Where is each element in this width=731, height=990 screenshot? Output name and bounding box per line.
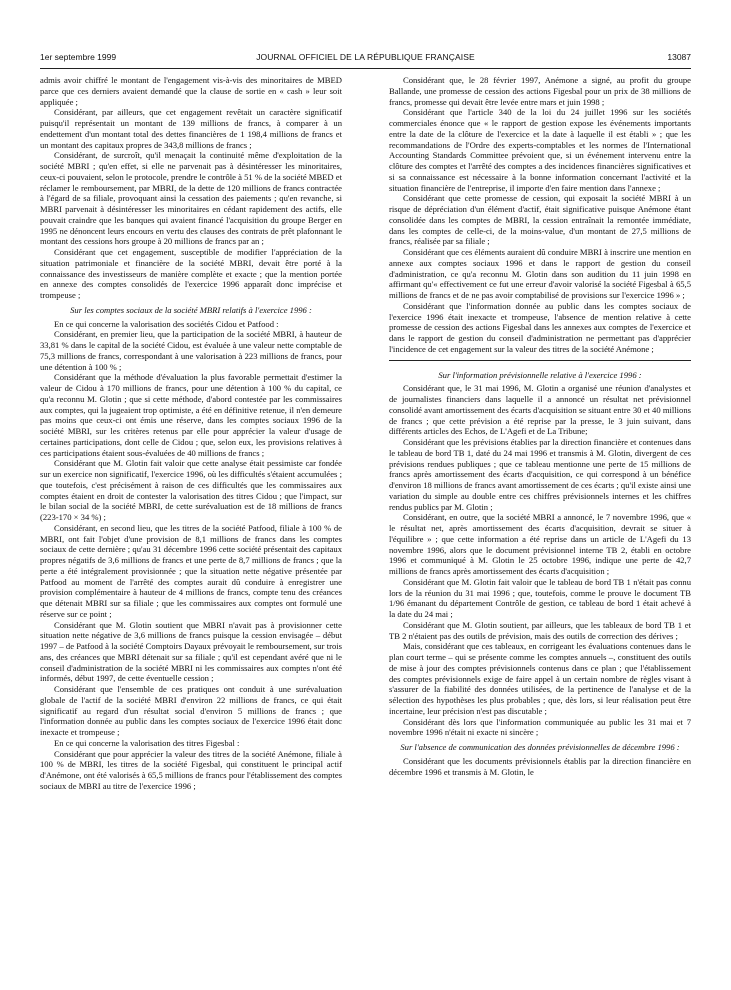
paragraph: Considérant que l'information donnée au public dans les comptes sociaux de l'exercice 1996 était inexacte et trompeuse, l'absence de mention relative à cette promesse de cession des actions Figesbal dans les annexes aux comptes de l'exercice et dans le rapport de gestion du conseil d'administration ne permettant pas d'apprécier l'incidence de cet engagement sur la valeur des titres de la société Anémone ; <box>389 300 691 354</box>
paragraph: Considérant que l'article 340 de la loi du 24 juillet 1996 sur les sociétés commerciales énonce que « le rapport de gestion expose les événements importants entre la date de la clôture de l'exercice et la date à laquelle il est établi » ; que les recommandations de l'Ordre des experts-comptables et les normes de l'International Accounting Standards Committee prévoient que, si un événement intervenu entre la clôture des comptes et l'arrêté des comptes a des incidences financières significatives et si sa connaissance est nécessaire à la bonne information concernant l'activité et la situation financière de l'entreprise, il importe d'en faire mention dans l'annexe ; <box>389 107 691 193</box>
paragraph: Considérant que pour apprécier la valeur des titres de la société Anémone, filiale à 100 % de MBRI, les titres de la société Figesbal, qui constituent le principal actif d'Anémone, ont été valorisés à 65,5 millions de francs pour l'établissement des comptes sociaux de MBRI au titre de l'exercice 1996 ; <box>40 748 342 791</box>
issue-date: 1er septembre 1999 <box>40 52 117 62</box>
left-column <box>40 75 342 987</box>
paragraph: Considérant que la méthode d'évaluation la plus favorable permettait d'estimer la valeur de Cidou à 170 millions de francs, pour une détention à 100 % du capital, ce qu'a reconnu M. Glotin ; que si cette méthode, d'abord contestée par les commissaires aux comptes, qui la jugeaient trop optimiste, a été en définitive retenue, il n'en demeure pas moins que ceux-ci ont émis une réserve, dans les comptes sociaux 1996 de la société MBRI, sur les critères retenus par elle pour apprécier la valeur d'usage de certaines participations, dont celle de Cidou ; que, selon eux, les provisions relatives à ces participations étaient sous-évaluées de 40 millions de francs ; <box>40 372 342 458</box>
page-header <box>40 52 691 66</box>
journal-title: JOURNAL OFFICIEL DE LA RÉPUBLIQUE FRANÇAISE <box>256 52 475 62</box>
paragraph: Considérant dès lors que l'information communiquée au public les 31 mai et 7 novembre 1996 n'était ni exacte ni sincère ; <box>389 716 691 738</box>
paragraph: Considérant, en outre, que la société MBRI a annoncé, le 7 novembre 1996, que « le résultat net, après amortissement des écarts d'acquisition, devrait se situer à l'équilibre » ; que cette information a été reprise dans un article de L'Agefi du 13 novembre 1996, alors que le document prévisionnel interne TB 2, établi en octobre 1996 et communiqué à M. Glotin le 25 octobre 1996, indique une perte de 42,7 millions de francs après amortissement des écarts d'acquisition ; <box>389 512 691 576</box>
section-heading: Sur les comptes sociaux de la société MBRI relatifs à l'exercice 1996 : <box>70 304 312 315</box>
paragraph: Considérant que cet engagement, susceptible de modifier l'appréciation de la situation patrimoniale et financière de la société MBRI, devait être porté à la connaissance des investisseurs de manière complète et exacte ; que la mention portée en annexe des comptes consolidés de l'exercice 1996 apparaît donc imprécise et trompeuse ; <box>40 247 342 300</box>
paragraph: Considérant que les documents prévisionnels établis par la direction financière en décembre 1996 et transmis à M. Glotin, le <box>389 755 691 777</box>
paragraph: Considérant que les prévisions établies par la direction financière et contenues dans le tableau de bord TB 1, daté du 24 mai 1996 et transmis à M. Glotin, divergent de ces prévisions rendues publiques ; que ce tableau mentionne une perte de 15 millions de francs après amortissement des écarts d'acquisition, ce qui correspond à un bénéfice d'environ 18 millions de francs avant amortissement de ces écarts ; qu'il existe ainsi une variation du simple au double entre ces chiffres prévisionnels internes et les chiffres rendus publics par M. Glotin ; <box>389 437 691 512</box>
right-column <box>389 75 691 987</box>
paragraph: Considérant, en premier lieu, que la participation de la société MBRI, à hauteur de 33,81 % dans le capital de la société Cidou, est évaluée à une valeur nette comptable de 75,3 millions de francs, correspondant à une valorisation à 223 millions de francs, pour une détention à 100 % ; <box>40 329 342 372</box>
paragraph: Mais, considérant que ces tableaux, en corrigeant les évaluations contenues dans le plan court terme – qui se présente comme les comptes annuels –, constituent des outils de mise à jour des comptes prévisionnels contenus dans ce plan ; que l'établissement des comptes prévisionnels exige de faire appel à un certain nombre de règles visant à s'assurer de la fiabilité des données utilisées, de la pertinence de l'analyse et de la sélection des hypothèses les plus probables ; que, dès lors, si leur réalisation peut être incertaine, leur précision n'est pas discutable ; <box>389 641 691 716</box>
paragraph: admis avoir chiffré le montant de l'engagement vis-à-vis des minoritaires de MBED parce que ces derniers avaient demandé que la clause de sortie en « cash » leur soit appliquée ; <box>40 75 342 107</box>
paragraph: Considérant que, le 31 mai 1996, M. Glotin a organisé une réunion d'analystes et de journalistes financiers dans laquelle il a annoncé un résultat net prévisionnel consolidé avant amortissement des écarts d'acquisition se situant entre 30 et 40 millions de francs ; que cette prévision a été reprise par la presse, le 3 juin suivant, dans différents articles des Echos, de L'Agefi et de La Tribune; <box>389 383 691 437</box>
header-rule <box>40 68 691 69</box>
paragraph: Considérant que, le 28 février 1997, Anémone a signé, au profit du groupe Ballande, une promesse de cession des actions Figesbal pour un prix de 38 millions de francs, promesse qui devait être levée entre mars et juin 1998 ; <box>389 75 691 107</box>
section-divider <box>389 360 691 361</box>
paragraph: En ce qui concerne la valorisation des titres Figesbal : <box>54 737 240 748</box>
paragraph: Considérant que M. Glotin fait valoir que le tableau de bord TB 1 n'était pas connu lors de la réunion du 31 mai 1996 ; que, toutefois, comme le prouve le document TB 1/96 émanant du département Contrôle de gestion, ce tableau de bord 1 était achevé à la date du 24 mai ; <box>389 576 691 619</box>
paragraph: Considérant que l'ensemble de ces pratiques ont conduit à une surévaluation globale de l'actif de la société MBRI d'environ 22 millions de francs, ce qui était significatif au regard d'un résultat social d'environ 5 millions de francs ; que l'information donnée au public dans les comptes sociaux de l'exercice 1996 était donc inexacte et trompeuse ; <box>40 684 342 737</box>
paragraph: Considérant, de surcroît, qu'il menaçait la continuité même d'exploitation de la société MBRI ; qu'en effet, si elle ne parvenait pas à désintéresser les minoritaires, ceux-ci pouvaient, selon le protocole, prendre le contrôle à 51 % de la société MBED et réclamer le remboursement, par MBRI, de la dette de 120 millions de francs contractée à l'égard de sa filiale, provoquant ainsi la cessation des paiements ; qu'en revanche, si MBRI parvenait à désintéresser les minoritaires en cédant rapidement des actifs, elle pouvait craindre que les banques qui avaient financé l'acquisition du groupe Berger en 1995 ne dénoncent leurs encours en vertu des clauses des contrats de prêt plafonnant le montant des cessions hors groupe à 20 millions de francs par an ; <box>40 150 342 247</box>
paragraph: Considérant que cette promesse de cession, qui exposait la société MBRI à un risque de dépréciation d'un élément d'actif, était significative puisque Anémone étant consolidée dans les comptes de MBRI, la cession entraînait la remontée immédiate, dans les comptes de celle-ci, de la moins-value, d'un montant de 27,5 millions de francs, réalisée par sa filiale ; <box>389 193 691 247</box>
section-heading: Sur l'information prévisionnelle relative à l'exercice 1996 : <box>438 369 642 380</box>
section-heading: Sur l'absence de communication des données prévisionnelles de décembre 1996 : <box>400 742 680 752</box>
paragraph: Considérant, en second lieu, que les titres de la société Patfood, filiale à 100 % de MBRI, ont fait l'objet d'une provision de 8,1 millions de francs dans les comptes sociaux de cette dernière ; qu'au 31 décembre 1996 cette société présentait des capitaux propres négatifs de 3,6 millions de francs et une perte de 8,7 millions de francs ; que la perte a été intégralement provisionnée ; que la situation nette négative présentée par Patfood au moment de l'arrêté des comptes aurait dû conduire à enregistrer une provision complémentaire à hauteur de 4 millions de francs, compte tenu des créances que détenait MBRI sur sa filiale ; que les commissaires aux comptes ont formulé une réserve sur ce point ; <box>40 522 342 619</box>
page-number: 13087 <box>667 52 691 62</box>
paragraph: Considérant que M. Glotin soutient que MBRI n'avait pas à provisionner cette situation nette négative de 3,6 millions de francs puisque la cession envisagée – début 1997 – de Patfood à la société Comptoirs Dayaux prévoyait le remboursement, sur trois ans, des créances que MBRI détenait sur sa filiale ; qu'il est cependant avéré que ni le conseil d'administration de la société MBRI ni les commissaires aux comptes n'ont été informés, début 1997, de cette éventuelle cession ; <box>40 619 342 684</box>
paragraph: Considérant que M. Glotin fait valoir que cette analyse était pessimiste car fondée sur un exercice non significatif, l'exercice 1996, où les difficultés s'étaient accumulées ; que toutefois, c'est précisément à raison de ces difficultés que les commissaires aux comptes étaient en droit de contester la valorisation des titres Cidou ; que l'impact, sur le bilan social de la société MBRI, de cette surévaluation est de 18 millions de francs (223-170 × 34 %) ; <box>40 458 342 522</box>
paragraph: En ce qui concerne la valorisation des sociétés Cidou et Patfood : <box>54 318 279 329</box>
paragraph: Considérant que ces éléments auraient dû conduire MBRI à inscrire une mention en annexe aux comptes sociaux 1996 et dans le rapport de gestion du conseil d'administration, ce qu'a reconnu M. Glotin dans son audition du 11 juin 1998 en affirmant qu'« effectivement ce fut une erreur d'avoir valorisé la société Figesbal à 65,5 millions de francs et de ne pas avoir comptabilisé de provisions sur l'exercice 1996 » ; <box>389 247 691 300</box>
paragraph: Considérant que M. Glotin soutient, par ailleurs, que les tableaux de bord TB 1 et TB 2 n'étaient pas des outils de prévision, mais des outils de correction des dérives ; <box>389 619 691 641</box>
paragraph: Considérant, par ailleurs, que cet engagement revêtait un caractère significatif puisqu'il représentait un montant de 139 millions de francs, à comparer à un endettement d'un montant total des dettes financières de 1 198,4 millions de francs et un montant des capitaux propres de 343,8 millions de francs ; <box>40 107 342 150</box>
